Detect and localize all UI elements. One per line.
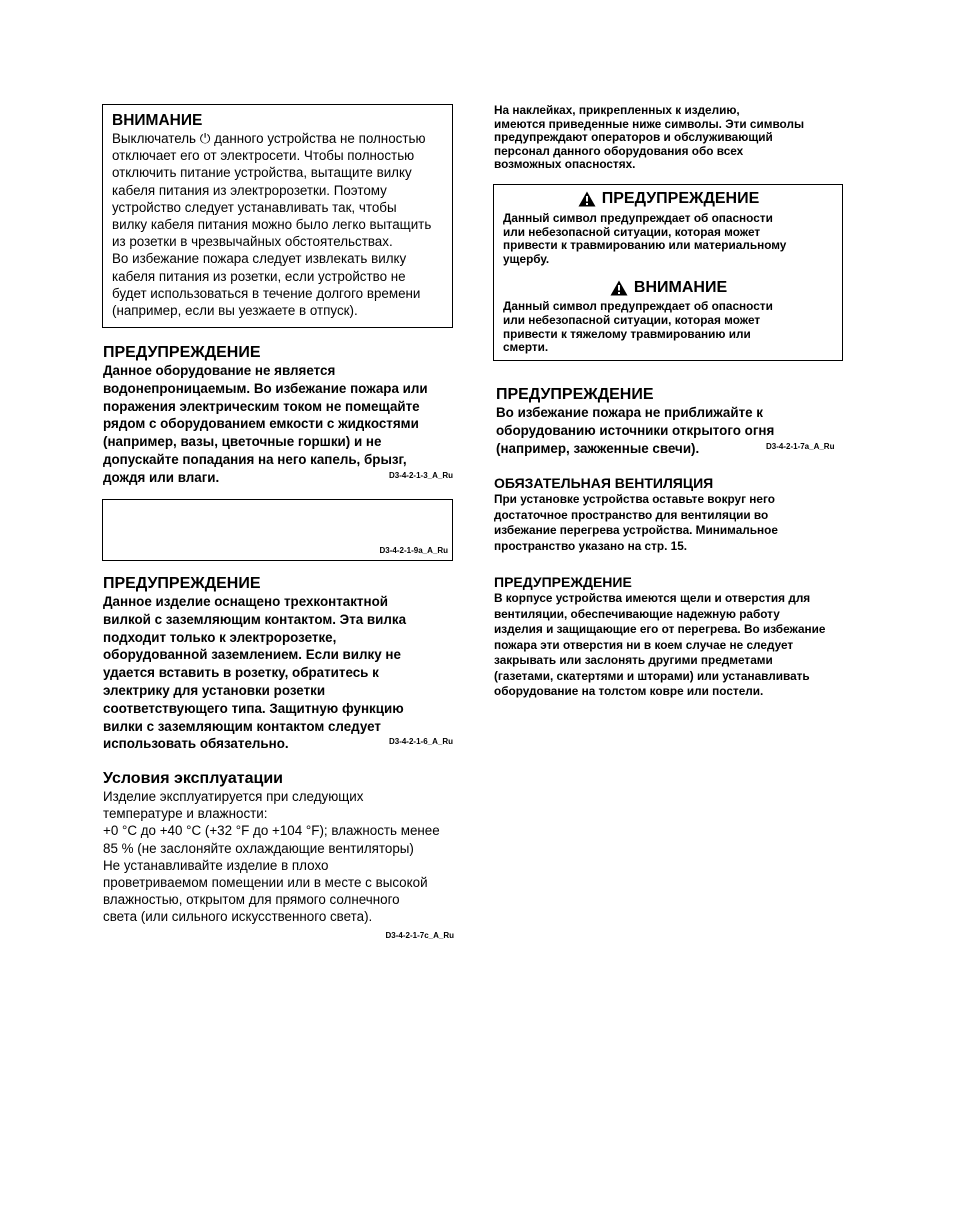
warning-slots-line: изделия и защищающие его от перегрева. Во избежание: [494, 622, 826, 636]
symbol-caution-line: привести к тяжелому травмированию или: [503, 326, 751, 341]
operating-conditions-title: Условия эксплуатации: [103, 770, 283, 787]
warning-slots-title: ПРЕДУПРЕЖДЕНИЕ: [494, 574, 632, 590]
caution-line: будет использоваться в течение долгого времени: [112, 285, 421, 301]
symbol-warning-line: Данный символ предупреждает об опасности: [503, 211, 773, 225]
warning-water-code: D3-4-2-1-3_A_Ru: [388, 471, 453, 480]
empty-notice-code: D3-4-2-1-9a_A_Ru: [379, 546, 448, 555]
ventilation-line: пространство указано на стр. 15.: [494, 538, 688, 553]
warning-slots-line: В корпусе устройства имеются щели и отверстия для: [494, 591, 811, 605]
caution-text: [112, 130, 444, 319]
ventilation-line: При установке устройства оставьте вокруг него: [494, 492, 775, 506]
intro-section: [494, 104, 846, 172]
ventilation-line: достаточное пространство для вентиляции во: [494, 507, 769, 522]
warning-plug-line: удается вставить в розетку, обратитесь к: [103, 665, 379, 681]
warning-fire-section: [496, 385, 848, 457]
warning-triangle-icon: [578, 191, 596, 207]
symbol-caution-line: смерти.: [503, 340, 549, 355]
warning-fire-code: D3-4-2-1-7a_A_Ru: [766, 442, 835, 451]
caution-line: (например, если вы уезжаете в отпуск).: [112, 303, 358, 319]
intro-text: [494, 104, 846, 172]
warning-plug-line: оборудованной заземлением. Если вилку не: [103, 647, 401, 663]
warning-slots-text: [494, 591, 846, 700]
warning-water-text: [103, 362, 455, 487]
warning-plug-title: ПРЕДУПРЕЖДЕНИЕ: [103, 575, 261, 592]
caution-line: Во избежание пожара следует извлекать вилку: [112, 251, 407, 267]
symbol-caution-heading: [503, 278, 834, 298]
warning-slots-line: (газетами, скатертями и шторами) или устанавливать: [494, 668, 810, 683]
symbol-caution-title: ВНИМАНИЕ: [633, 279, 728, 297]
warning-water-line: Данное оборудование не является: [103, 363, 336, 378]
warning-plug-text: [103, 593, 455, 753]
ventilation-line: избежание перегрева устройства. Минимальное: [494, 523, 778, 537]
operating-conditions-section: [103, 769, 468, 940]
warning-plug-line: подходит только к электророзетке,: [103, 629, 337, 645]
warning-water-line: поражения электрическим током не помещайте: [103, 398, 420, 414]
warning-fire-line: оборудованию источники открытого огня: [496, 422, 775, 438]
warning-water-line: рядом с оборудованием емкости с жидкостями: [103, 416, 419, 432]
caution-title: ВНИМАНИЕ: [112, 112, 203, 129]
warning-slots-line: пожара эти отверстия ни в коем случае не следует: [494, 637, 794, 652]
warning-slots-line: оборудование на толстом ковре или постели.: [494, 684, 764, 698]
intro-line: имеются приведенные ниже символы. Эти символы: [494, 116, 805, 131]
warning-water-section: [103, 343, 455, 487]
warning-plug-section: [103, 574, 455, 753]
caution-line: Выключатель ⏻ данного устройства не полностью: [112, 131, 426, 146]
symbol-warning-line: привести к травмированию или материальному: [503, 238, 787, 253]
warning-slots-line: вентиляции, обеспечивающие надежную работу: [494, 606, 780, 621]
symbol-warning-line: или небезопасной ситуации, которая может: [503, 224, 761, 239]
operating-conditions-line: Изделие эксплуатируется при следующих: [103, 789, 364, 804]
symbol-warning-line: ущербу.: [503, 251, 550, 266]
operating-conditions-line: Не устанавливайте изделие в плохо: [103, 857, 329, 873]
warning-fire-line: Во избежание пожара не приближайте к: [496, 405, 763, 420]
warning-plug-line: Данное изделие оснащено трехконтактной: [103, 594, 388, 609]
caution-line: из розетки в чрезвычайных обстоятельствах.: [112, 234, 393, 250]
caution-line: вилку кабеля питания можно было легко вытащить: [112, 217, 432, 233]
operating-conditions-line: 85 % (не заслоняйте охлаждающие вентиляторы): [103, 840, 414, 856]
symbol-warning-heading: [503, 189, 834, 209]
operating-conditions-code: D3-4-2-1-7c_A_Ru: [385, 931, 454, 940]
caution-line: отключает его от электросети. Чтобы полностью: [112, 148, 415, 164]
operating-conditions-line: света (или сильного искусственного света).: [103, 909, 373, 925]
ventilation-title: ОБЯЗАТЕЛЬНАЯ ВЕНТИЛЯЦИЯ: [494, 475, 714, 491]
warning-fire-title: ПРЕДУПРЕЖДЕНИЕ: [496, 386, 654, 403]
ventilation-section: [494, 475, 846, 554]
operating-conditions-line: +0 °C до +40 °C (+32 °F до +104 °F); влажность менее: [103, 823, 440, 839]
operating-conditions-text: [103, 788, 468, 926]
intro-line: персонал данного оборудования обо всех: [494, 143, 744, 158]
caution-line: кабеля питания из электророзетки. Поэтому: [112, 182, 387, 198]
caution-line: устройство следует устанавливать так, чтобы: [112, 199, 397, 215]
caution-line: кабеля питания из розетки, если устройство не: [112, 268, 406, 284]
warning-plug-line: вилкой с заземляющим контактом. Эта вилка: [103, 611, 407, 627]
empty-notice-box: [102, 499, 453, 561]
operating-conditions-line: температуре и влажности:: [103, 806, 268, 822]
warning-plug-line: вилки с заземляющим контактом следует: [103, 718, 381, 734]
warning-fire-line: (например, зажженные свечи).: [496, 440, 700, 456]
warning-slots-line: закрывать или заслонять другими предметами: [494, 653, 773, 667]
warning-plug-line: использовать обязательно.: [103, 736, 289, 752]
warning-water-line: дождя или влаги.: [103, 469, 220, 485]
symbols-box: [493, 184, 843, 361]
symbol-caution-line: или небезопасной ситуации, которая может: [503, 312, 761, 327]
warning-water-line: (например, вазы, цветочные горшки) и не: [103, 434, 382, 450]
symbol-caution-text: [503, 300, 834, 354]
symbol-caution-line: Данный символ предупреждает об опасности: [503, 299, 773, 314]
caution-box: [102, 104, 453, 328]
operating-conditions-line: влажностью, открытом для прямого солнечного: [103, 892, 400, 908]
warning-water-line: допускайте попадания на него капель, брызг,: [103, 451, 407, 467]
intro-line: возможных опасностях.: [494, 157, 636, 172]
intro-line: На наклейках, прикрепленных к изделию,: [494, 104, 740, 117]
ventilation-text: [494, 492, 846, 554]
symbol-warning-title: ПРЕДУПРЕЖДЕНИЕ: [601, 190, 760, 207]
warning-slots-section: [494, 574, 846, 700]
caution-line: отключить питание устройства, вытащите вилку: [112, 165, 412, 181]
symbol-warning-text: [503, 212, 834, 266]
warning-plug-code: D3-4-2-1-6_A_Ru: [388, 737, 453, 746]
intro-line: предупреждают операторов и обслуживающий: [494, 130, 773, 145]
warning-water-title: ПРЕДУПРЕЖДЕНИЕ: [103, 344, 261, 361]
warning-water-line: водонепроницаемым. Во избежание пожара или: [103, 380, 428, 396]
warning-plug-line: электрику для установки розетки: [103, 682, 326, 698]
caution-triangle-icon: [610, 280, 628, 296]
warning-plug-line: соответствующего типа. Защитную функцию: [103, 700, 404, 716]
operating-conditions-line: проветриваемом помещении или в месте с высокой: [103, 875, 428, 891]
